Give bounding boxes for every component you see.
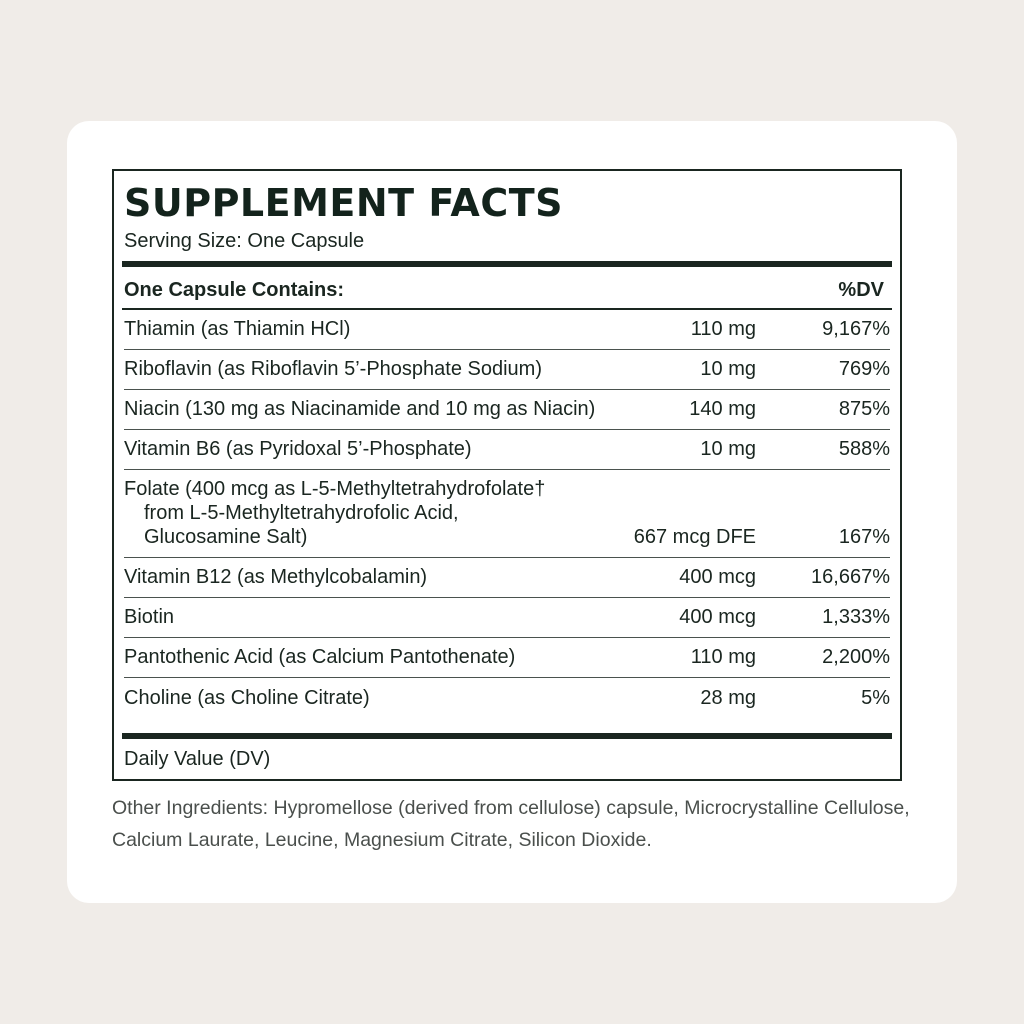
table-row xyxy=(124,390,890,430)
nutrient-name xyxy=(124,357,542,381)
panel-title: SUPPLEMENT FACTS xyxy=(124,181,564,225)
table-row xyxy=(124,350,890,390)
table-row xyxy=(124,678,890,718)
nutrient-dv: 588% xyxy=(838,438,890,460)
nutrient-name-line: Vitamin B12 (as Methylcobalamin) xyxy=(124,566,428,588)
nutrient-name xyxy=(124,397,595,421)
nutrient-name xyxy=(124,605,174,629)
nutrient-name-line: Choline (as Choline Citrate) xyxy=(124,687,370,709)
nutrient-dv: 769% xyxy=(838,358,890,380)
nutrient-name-line: Pantothenic Acid (as Calcium Pantothenate) xyxy=(124,646,516,668)
table-row xyxy=(124,430,890,470)
nutrient-name-line: Biotin xyxy=(124,606,175,628)
nutrient-table xyxy=(124,310,890,718)
serving-size: Serving Size: One Capsule xyxy=(124,230,365,252)
supplement-facts-panel xyxy=(112,169,902,781)
nutrient-name-line: Riboflavin (as Riboflavin 5’-Phosphate Sodium) xyxy=(124,358,542,380)
daily-value-note: Daily Value (DV) xyxy=(124,748,271,770)
nutrient-name xyxy=(124,317,350,341)
nutrient-dv: 167% xyxy=(838,526,890,548)
nutrient-amount: 400 mcg xyxy=(679,566,756,588)
nutrient-name-line: Glucosamine Salt) xyxy=(144,526,308,548)
nutrient-amount: 667 mcg DFE xyxy=(633,526,756,548)
top-thick-rule xyxy=(122,261,892,267)
bottom-thick-rule xyxy=(122,733,892,739)
nutrient-dv: 5% xyxy=(861,687,890,709)
nutrient-amount: 400 mcg xyxy=(679,606,756,628)
other-ingredients: Other Ingredients: Hypromellose (derived from cellulose) capsule, Microcrystalline Cellulose, Calcium Laurate, Leucine, Magnesium Citrate, Silicon Dioxide. xyxy=(112,797,910,851)
contains-header: One Capsule Contains: xyxy=(124,279,345,301)
nutrient-name xyxy=(124,437,472,461)
table-row xyxy=(124,310,890,350)
nutrient-dv: 9,167% xyxy=(822,318,890,340)
nutrient-dv: 1,333% xyxy=(822,606,890,628)
nutrient-name-line: Folate (400 mcg as L-5-Methyltetrahydrofolate† xyxy=(124,478,546,500)
nutrient-amount: 28 mg xyxy=(700,687,756,709)
column-header xyxy=(124,275,890,305)
nutrient-amount: 110 mg xyxy=(690,646,756,668)
nutrient-name xyxy=(124,686,370,710)
table-row xyxy=(124,558,890,598)
nutrient-name-line: Niacin (130 mg as Niacinamide and 10 mg as Niacin) xyxy=(124,398,596,420)
nutrient-name-line: Thiamin (as Thiamin HCl) xyxy=(124,318,351,340)
nutrient-name xyxy=(124,565,427,589)
nutrient-amount: 110 mg xyxy=(690,318,756,340)
table-row xyxy=(124,638,890,678)
table-row xyxy=(124,470,890,558)
dv-header: %DV xyxy=(838,279,884,301)
nutrient-dv: 16,667% xyxy=(811,566,890,588)
nutrient-name-line: from L-5-Methyltetrahydrofolic Acid, xyxy=(144,502,459,524)
nutrient-amount: 140 mg xyxy=(689,398,756,420)
nutrient-amount: 10 mg xyxy=(700,358,756,380)
nutrient-amount: 10 mg xyxy=(700,438,756,460)
nutrient-name xyxy=(124,645,515,669)
nutrient-name-line: Vitamin B6 (as Pyridoxal 5’-Phosphate) xyxy=(124,438,472,460)
nutrient-dv: 875% xyxy=(838,398,890,420)
nutrient-name xyxy=(124,477,545,549)
table-row xyxy=(124,598,890,638)
nutrient-dv: 2,200% xyxy=(822,646,890,668)
